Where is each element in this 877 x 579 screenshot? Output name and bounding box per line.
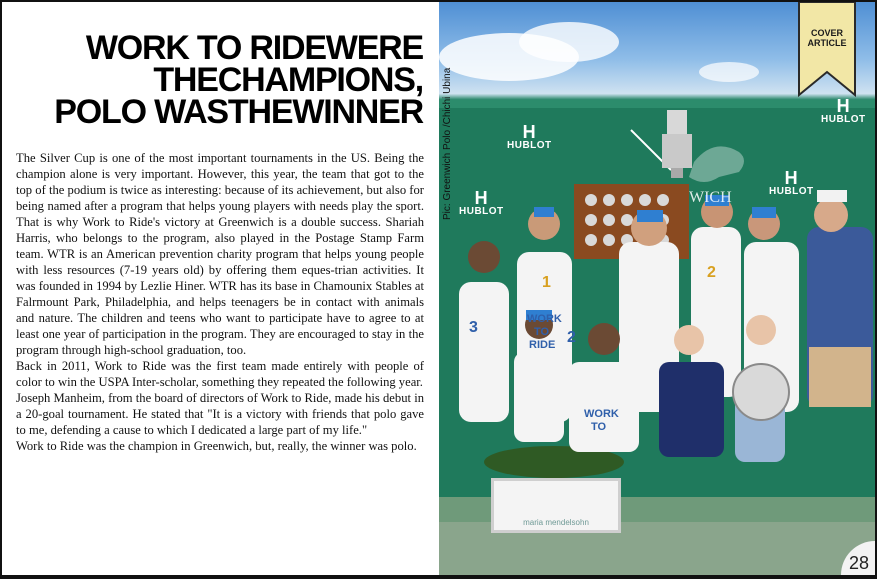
magazine-page (2, 2, 875, 575)
article-paragraph-3: Joseph Manheim, from the board of directors of Work to Ride, made his debut in a 20-goal tournament. He stated that "It is a victory with friends that polo gave to me, defending a cause to which I dedicated a large part of my life." (16, 391, 424, 437)
jersey-text-to: TO (534, 326, 550, 338)
photo-credit: Pic: Greenwich Polo /Chichi Ubina (442, 67, 453, 220)
hublot-logo-4 (821, 98, 866, 125)
headline-line-2: THECHAMPIONS, (153, 61, 423, 99)
hublot-mark-icon: H (474, 188, 489, 208)
article-paragraph-4: Work to Ride was the champion in Greenwich, but, really, the winner was polo. (16, 439, 417, 453)
ribbon-line-2: ARTICLE (807, 38, 847, 48)
jersey-text-work: WORK (527, 313, 562, 325)
ribbon-label (797, 28, 857, 48)
hublot-wordmark: HUBLOT (459, 206, 504, 217)
jersey-text-to-front: TO (591, 421, 607, 433)
hublot-logo-2 (459, 190, 504, 217)
jersey-number-2: 1 (542, 274, 551, 291)
hublot-mark-icon: H (784, 168, 799, 188)
jersey-number-3: 2 (707, 264, 716, 281)
article-body (16, 150, 424, 454)
page-number: 28 (841, 541, 875, 575)
ribbon-line-1: COVER (810, 28, 843, 38)
cover-article-ribbon (797, 2, 857, 97)
hublot-mark-icon: H (522, 122, 537, 142)
hublot-logo-1 (507, 124, 552, 151)
article-headline (13, 29, 423, 131)
hublot-wordmark: HUBLOT (769, 186, 814, 197)
jersey-number-1: 3 (469, 319, 478, 336)
jersey-number-4: 2 (567, 329, 576, 346)
sponsor-name: maria mendelsohn (523, 518, 589, 527)
headline-line-1: WORK TO RIDEWERE (85, 29, 423, 67)
hublot-mark-icon: H (836, 96, 851, 116)
jersey-text-work-front: WORK (584, 408, 619, 420)
banner-text: WICH (689, 189, 732, 206)
hublot-logo-3 (769, 170, 814, 197)
headline-line-3: POLO WASTHEWINNER (54, 93, 423, 131)
hublot-wordmark: HUBLOT (821, 114, 866, 125)
article-paragraph-1: The Silver Cup is one of the most important tournaments in the US. Being the champion alone is very important. However, this year, the team that got to the top of the podium is twice as interesting: because of its achievement, but also for being named after a program that helps young players with needs play the sport. That is why Work to Ride's victory at Greenwich is a double success. Shariah Harris, who belongs to the program, also played in the Postage Stamp Farm team. WTR is an American prevention charity program that helps young people with less resources (7-19 years old) by offering them eques-trian activities. It was founded in 1994 by Lezlie Hiner. WTR has its base in Chamounix Stables at Falrmount Park, Philadelphia, and helps teenagers be in contact with animals and nature. The children and teens who want to participate have to agree to at least one year of participation in the program. They are encouraged to stay in the program through high-school graduation, too. (16, 151, 424, 357)
article-column (2, 2, 439, 575)
jersey-text-ride: RIDE (529, 339, 556, 351)
article-paragraph-2: Back in 2011, Work to Ride was the first team made entirely with people of color to win the USPA Inter-scholar, something they repeated the following year. (16, 359, 424, 389)
hublot-wordmark: HUBLOT (507, 140, 552, 151)
